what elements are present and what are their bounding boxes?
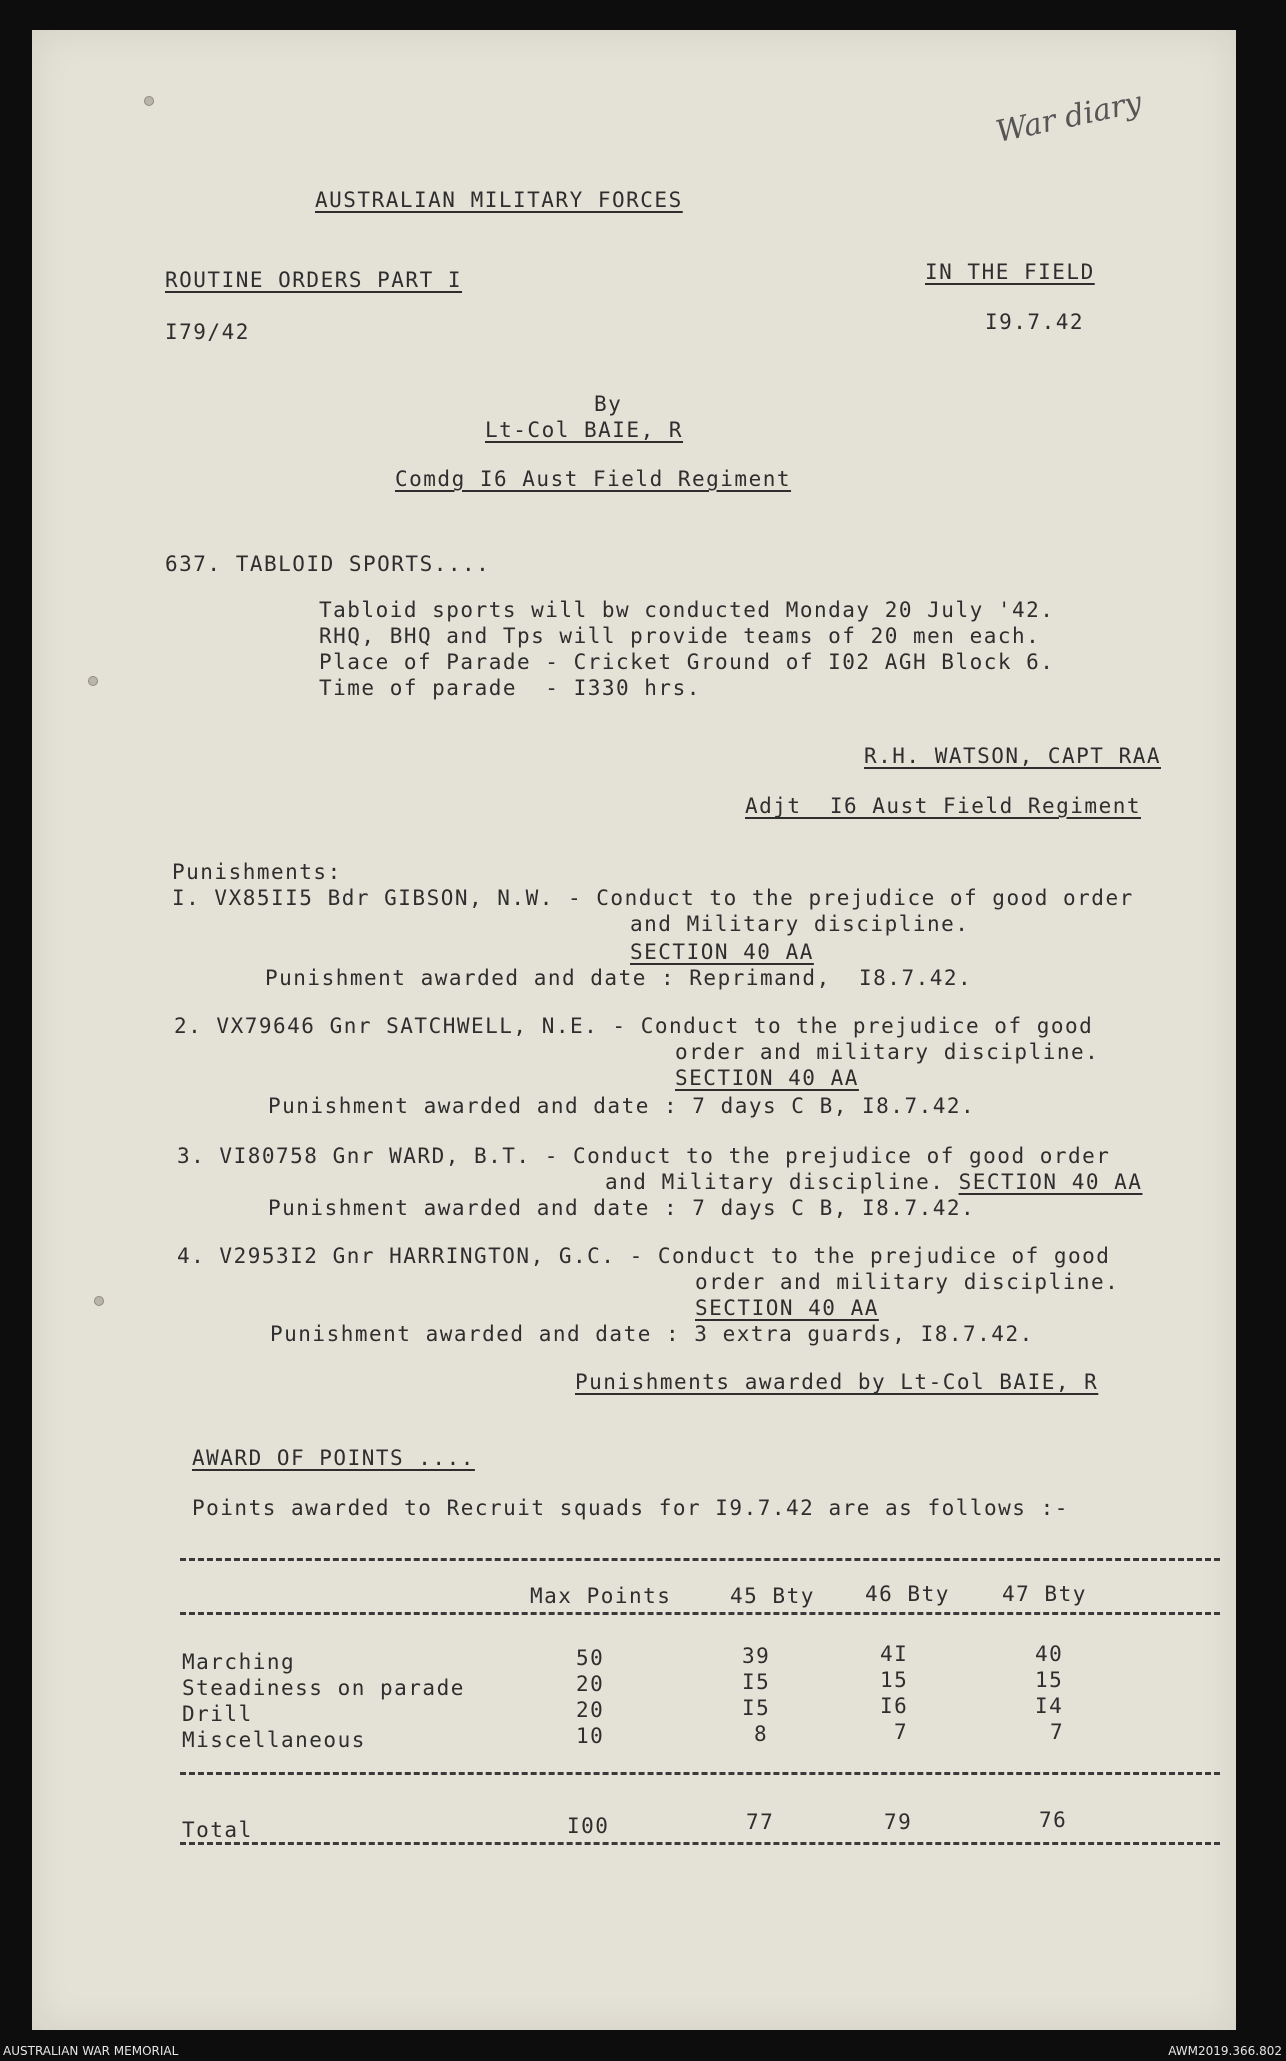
punishments-awarded-by: Punishments awarded by Lt-Col BAIE, R bbox=[575, 1370, 1099, 1394]
punishment-award: Punishment awarded and date : 7 days C B, I8.7.42. bbox=[268, 1196, 976, 1220]
document-title: AUSTRALIAN MILITARY FORCES bbox=[315, 188, 683, 212]
cell-47-bty: I4 bbox=[1035, 1694, 1064, 1718]
section-637-line: Tabloid sports will bw conducted Monday 20 July '42. bbox=[319, 598, 1055, 622]
section-637-line: Time of parade - I330 hrs. bbox=[319, 676, 701, 700]
punishment-continuation-text: and Military discipline. bbox=[605, 1170, 959, 1194]
cell-47-bty: 40 bbox=[1035, 1642, 1064, 1666]
cell-max: 50 bbox=[576, 1646, 605, 1670]
handwritten-note: War diary bbox=[992, 85, 1145, 151]
footer-left: AUSTRALIAN WAR MEMORIAL bbox=[3, 2044, 179, 2058]
command-line: Comdg I6 Aust Field Regiment bbox=[395, 467, 792, 491]
staple-hole bbox=[88, 676, 98, 686]
cell-46-bty: 4I bbox=[880, 1642, 909, 1666]
orders-heading: ROUTINE ORDERS PART I bbox=[165, 268, 463, 292]
punishment-continuation bbox=[605, 1170, 1142, 1194]
column-header: 46 Bty bbox=[865, 1582, 950, 1606]
cell-47-bty: 7 bbox=[1050, 1720, 1065, 1744]
by-label: By bbox=[594, 392, 623, 416]
table-rule-top bbox=[180, 1558, 1220, 1561]
row-label: Steadiness on parade bbox=[182, 1676, 465, 1700]
table-rule-bottom bbox=[180, 1772, 1220, 1775]
cell-47-bty: 15 bbox=[1035, 1668, 1064, 1692]
cell-max: 10 bbox=[576, 1724, 605, 1748]
section-637-heading: 637. TABLOID SPORTS.... bbox=[165, 552, 491, 576]
punishment-award: Punishment awarded and date : Reprimand, I8.7.42. bbox=[265, 966, 973, 990]
document-page bbox=[32, 30, 1236, 2030]
staple-hole bbox=[94, 1296, 104, 1306]
column-header: 47 Bty bbox=[1002, 1582, 1087, 1606]
issuing-officer: Lt-Col BAIE, R bbox=[485, 418, 684, 442]
section-637-line: Place of Parade - Cricket Ground of I02 AGH Block 6. bbox=[319, 650, 1055, 674]
cell-46-bty: I6 bbox=[880, 1694, 909, 1718]
punishment-continuation: order and military discipline. bbox=[675, 1040, 1100, 1064]
row-label: Marching bbox=[182, 1650, 296, 1674]
cell-46-bty: 15 bbox=[880, 1668, 909, 1692]
cell-45-bty: I5 bbox=[742, 1670, 771, 1694]
cell-46-bty: 79 bbox=[884, 1810, 913, 1834]
footer-right: AWM2019.366.802 bbox=[1168, 2044, 1282, 2058]
section-reference: SECTION 40 AA bbox=[675, 1066, 859, 1090]
points-intro: Points awarded to Recruit squads for I9.7.42 are as follows :- bbox=[192, 1496, 1069, 1520]
punishment-entry: 2. VX79646 Gnr SATCHWELL, N.E. - Conduct to the prejudice of good bbox=[174, 1014, 1094, 1038]
column-header: Max Points bbox=[530, 1584, 672, 1608]
punishments-heading: Punishments: bbox=[172, 860, 342, 884]
award-of-points-heading: AWARD OF POINTS .... bbox=[192, 1446, 475, 1470]
cell-45-bty: I5 bbox=[742, 1696, 771, 1720]
order-number: I79/42 bbox=[165, 320, 250, 344]
punishment-award: Punishment awarded and date : 7 days C B, I8.7.42. bbox=[268, 1094, 976, 1118]
cell-46-bty: 7 bbox=[894, 1720, 909, 1744]
punishment-continuation: order and military discipline. bbox=[695, 1270, 1120, 1294]
punishment-continuation: and Military discipline. bbox=[630, 912, 970, 936]
staple-hole bbox=[144, 96, 154, 106]
table-rule-header bbox=[180, 1612, 1220, 1615]
punishment-award: Punishment awarded and date : 3 extra guards, I8.7.42. bbox=[270, 1322, 1034, 1346]
cell-max: I00 bbox=[567, 1814, 610, 1838]
signatory-title: Adjt I6 Aust Field Regiment bbox=[745, 794, 1142, 818]
cell-45-bty: 39 bbox=[742, 1644, 771, 1668]
cell-max: 20 bbox=[576, 1698, 605, 1722]
column-header: 45 Bty bbox=[730, 1584, 815, 1608]
order-date: I9.7.42 bbox=[985, 310, 1085, 334]
signatory-name: R.H. WATSON, CAPT RAA bbox=[864, 744, 1162, 768]
section-reference: SECTION 40 AA bbox=[695, 1296, 879, 1320]
cell-45-bty: 77 bbox=[746, 1810, 775, 1834]
punishment-entry: 3. VI80758 Gnr WARD, B.T. - Conduct to the prejudice of good order bbox=[177, 1144, 1111, 1168]
cell-47-bty: 76 bbox=[1039, 1808, 1068, 1832]
section-reference: SECTION 40 AA bbox=[958, 1170, 1143, 1194]
section-reference: SECTION 40 AA bbox=[630, 940, 814, 964]
location-label: IN THE FIELD bbox=[925, 260, 1095, 284]
row-label: Miscellaneous bbox=[182, 1728, 366, 1752]
row-label: Drill bbox=[182, 1702, 253, 1726]
cell-45-bty: 8 bbox=[754, 1722, 769, 1746]
punishment-entry: 4. V2953I2 Gnr HARRINGTON, G.C. - Conduct to the prejudice of good bbox=[177, 1244, 1111, 1268]
table-rule-total bbox=[180, 1842, 1220, 1845]
section-637-line: RHQ, BHQ and Tps will provide teams of 20 men each. bbox=[319, 624, 1041, 648]
cell-max: 20 bbox=[576, 1672, 605, 1696]
punishment-entry: I. VX85II5 Bdr GIBSON, N.W. - Conduct to the prejudice of good order bbox=[172, 886, 1134, 910]
row-label: Total bbox=[182, 1818, 253, 1842]
